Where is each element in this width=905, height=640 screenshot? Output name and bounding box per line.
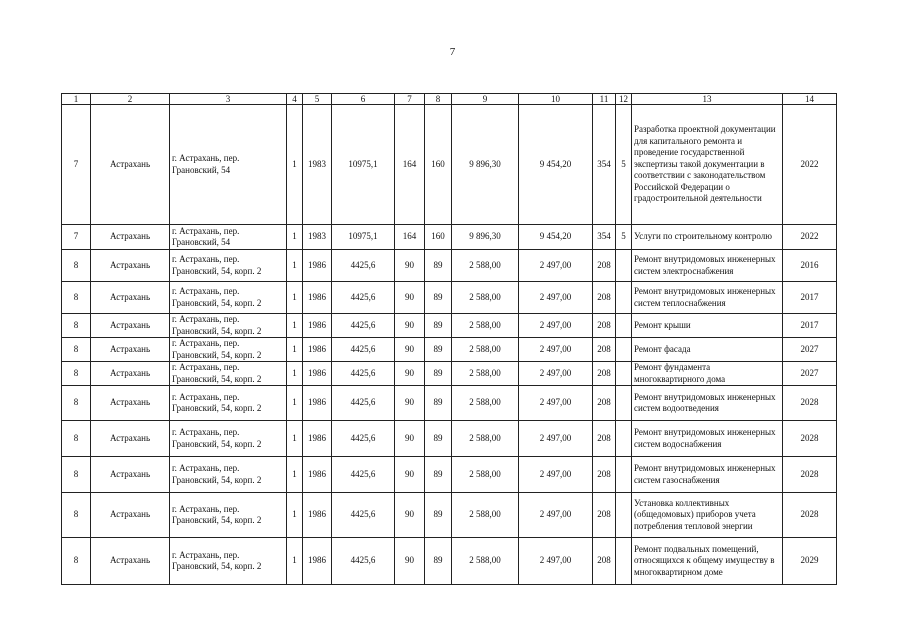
cell-buildings: 1	[287, 457, 303, 493]
cell-apartments: 90	[395, 493, 425, 538]
cell-item-number: 8	[62, 282, 91, 314]
cell-work-type: Услуги по строительному контролю	[632, 225, 783, 250]
cell-residential: 89	[425, 314, 452, 338]
cell-item-number: 8	[62, 338, 91, 362]
cell-address: г. Астрахань, пер. Грановский, 54, корп. 2	[170, 538, 287, 585]
column-number-row	[62, 94, 837, 105]
cell-apartments: 90	[395, 250, 425, 282]
cell-address: г. Астрахань, пер. Грановский, 54, корп. 2	[170, 314, 287, 338]
cell-area: 4425,6	[332, 314, 395, 338]
cell-residents: 208	[593, 338, 616, 362]
column-header: 4	[287, 94, 303, 105]
cell-area-total: 2 588,00	[452, 493, 519, 538]
cell-floors	[616, 538, 632, 585]
column-header: 8	[425, 94, 452, 105]
cell-address: г. Астрахань, пер. Грановский, 54, корп. 2	[170, 282, 287, 314]
cell-area-residential: 2 497,00	[519, 538, 593, 585]
cell-buildings: 1	[287, 362, 303, 386]
cell-apartments: 90	[395, 282, 425, 314]
cell-area-residential: 2 497,00	[519, 338, 593, 362]
cell-work-type: Ремонт внутридомовых инженерных систем теплоснабжения	[632, 282, 783, 314]
cell-residential: 89	[425, 250, 452, 282]
cell-area-residential: 9 454,20	[519, 225, 593, 250]
cell-year: 1986	[303, 362, 332, 386]
cell-area-total: 2 588,00	[452, 421, 519, 457]
cell-apartments: 164	[395, 105, 425, 225]
table-row	[62, 457, 837, 493]
cell-buildings: 1	[287, 282, 303, 314]
cell-area: 4425,6	[332, 362, 395, 386]
cell-year: 1986	[303, 386, 332, 421]
cell-area-total: 9 896,30	[452, 225, 519, 250]
cell-municipality: Астрахань	[91, 105, 170, 225]
cell-area: 4425,6	[332, 282, 395, 314]
cell-item-number: 8	[62, 538, 91, 585]
cell-plan-year: 2027	[783, 362, 837, 386]
cell-floors	[616, 493, 632, 538]
cell-year: 1986	[303, 338, 332, 362]
cell-municipality: Астрахань	[91, 282, 170, 314]
cell-apartments: 90	[395, 457, 425, 493]
cell-residential: 160	[425, 105, 452, 225]
cell-plan-year: 2016	[783, 250, 837, 282]
cell-year: 1986	[303, 457, 332, 493]
cell-plan-year: 2029	[783, 538, 837, 585]
cell-item-number: 8	[62, 362, 91, 386]
cell-residential: 89	[425, 493, 452, 538]
cell-plan-year: 2022	[783, 105, 837, 225]
table-row	[62, 225, 837, 250]
cell-work-type: Ремонт фундамента многоквартирного дома	[632, 362, 783, 386]
page-number: 7	[449, 46, 456, 58]
cell-address: г. Астрахань, пер. Грановский, 54	[170, 105, 287, 225]
cell-item-number: 8	[62, 493, 91, 538]
cell-residential: 89	[425, 457, 452, 493]
cell-plan-year: 2028	[783, 386, 837, 421]
cell-residential: 160	[425, 225, 452, 250]
cell-address: г. Астрахань, пер. Грановский, 54	[170, 225, 287, 250]
cell-plan-year: 2022	[783, 225, 837, 250]
table-row	[62, 386, 837, 421]
cell-year: 1986	[303, 250, 332, 282]
cell-area-total: 2 588,00	[452, 386, 519, 421]
cell-work-type: Ремонт внутридомовых инженерных систем водоотведения	[632, 386, 783, 421]
column-header: 14	[783, 94, 837, 105]
cell-area-total: 2 588,00	[452, 314, 519, 338]
cell-year: 1986	[303, 493, 332, 538]
cell-area-residential: 2 497,00	[519, 362, 593, 386]
cell-work-type: Ремонт внутридомовых инженерных систем газоснабжения	[632, 457, 783, 493]
table-row	[62, 338, 837, 362]
cell-area-total: 9 896,30	[452, 105, 519, 225]
cell-residents: 208	[593, 250, 616, 282]
cell-plan-year: 2028	[783, 457, 837, 493]
cell-year: 1986	[303, 421, 332, 457]
cell-residential: 89	[425, 338, 452, 362]
cell-municipality: Астрахань	[91, 538, 170, 585]
cell-address: г. Астрахань, пер. Грановский, 54, корп. 2	[170, 338, 287, 362]
cell-area: 4425,6	[332, 421, 395, 457]
cell-year: 1986	[303, 282, 332, 314]
cell-area-residential: 2 497,00	[519, 457, 593, 493]
cell-address: г. Астрахань, пер. Грановский, 54, корп. 2	[170, 421, 287, 457]
cell-plan-year: 2017	[783, 282, 837, 314]
table-row	[62, 493, 837, 538]
column-header: 9	[452, 94, 519, 105]
cell-floors	[616, 338, 632, 362]
cell-municipality: Астрахань	[91, 314, 170, 338]
cell-municipality: Астрахань	[91, 493, 170, 538]
cell-residents: 208	[593, 421, 616, 457]
cell-work-type: Ремонт внутридомовых инженерных систем водоснабжения	[632, 421, 783, 457]
cell-residents: 208	[593, 493, 616, 538]
cell-buildings: 1	[287, 225, 303, 250]
cell-floors	[616, 362, 632, 386]
cell-item-number: 7	[62, 225, 91, 250]
cell-area-total: 2 588,00	[452, 362, 519, 386]
table-row	[62, 250, 837, 282]
table-row	[62, 538, 837, 585]
cell-buildings: 1	[287, 421, 303, 457]
column-header: 7	[395, 94, 425, 105]
table-row	[62, 421, 837, 457]
cell-residents: 354	[593, 105, 616, 225]
cell-residential: 89	[425, 538, 452, 585]
cell-floors: 5	[616, 105, 632, 225]
cell-floors	[616, 457, 632, 493]
table-row	[62, 282, 837, 314]
cell-municipality: Астрахань	[91, 250, 170, 282]
cell-residents: 208	[593, 386, 616, 421]
cell-floors: 5	[616, 225, 632, 250]
cell-floors	[616, 282, 632, 314]
cell-area-total: 2 588,00	[452, 282, 519, 314]
cell-area-total: 2 588,00	[452, 538, 519, 585]
cell-residential: 89	[425, 386, 452, 421]
column-header: 13	[632, 94, 783, 105]
cell-residential: 89	[425, 362, 452, 386]
cell-area-total: 2 588,00	[452, 250, 519, 282]
cell-area-residential: 9 454,20	[519, 105, 593, 225]
cell-area: 4425,6	[332, 386, 395, 421]
column-header: 12	[616, 94, 632, 105]
cell-plan-year: 2017	[783, 314, 837, 338]
cell-municipality: Астрахань	[91, 386, 170, 421]
cell-address: г. Астрахань, пер. Грановский, 54, корп. 2	[170, 386, 287, 421]
cell-item-number: 8	[62, 386, 91, 421]
cell-item-number: 7	[62, 105, 91, 225]
cell-residents: 208	[593, 282, 616, 314]
cell-address: г. Астрахань, пер. Грановский, 54, корп. 2	[170, 493, 287, 538]
cell-area-total: 2 588,00	[452, 338, 519, 362]
cell-work-type: Ремонт крыши	[632, 314, 783, 338]
cell-address: г. Астрахань, пер. Грановский, 54, корп. 2	[170, 457, 287, 493]
cell-municipality: Астрахань	[91, 421, 170, 457]
cell-address: г. Астрахань, пер. Грановский, 54, корп. 2	[170, 362, 287, 386]
cell-area-residential: 2 497,00	[519, 250, 593, 282]
cell-area: 10975,1	[332, 225, 395, 250]
cell-apartments: 90	[395, 338, 425, 362]
cell-residents: 208	[593, 314, 616, 338]
cell-area: 4425,6	[332, 250, 395, 282]
cell-apartments: 164	[395, 225, 425, 250]
column-header: 3	[170, 94, 287, 105]
cell-item-number: 8	[62, 421, 91, 457]
column-header: 5	[303, 94, 332, 105]
cell-item-number: 8	[62, 314, 91, 338]
cell-year: 1986	[303, 314, 332, 338]
cell-buildings: 1	[287, 538, 303, 585]
cell-municipality: Астрахань	[91, 225, 170, 250]
cell-buildings: 1	[287, 386, 303, 421]
cell-area: 4425,6	[332, 338, 395, 362]
table-row	[62, 105, 837, 225]
cell-residential: 89	[425, 282, 452, 314]
cell-residents: 208	[593, 457, 616, 493]
cell-area-residential: 2 497,00	[519, 493, 593, 538]
cell-buildings: 1	[287, 250, 303, 282]
cell-area: 4425,6	[332, 457, 395, 493]
cell-floors	[616, 250, 632, 282]
cell-address: г. Астрахань, пер. Грановский, 54, корп. 2	[170, 250, 287, 282]
cell-apartments: 90	[395, 362, 425, 386]
cell-floors	[616, 386, 632, 421]
cell-work-type: Ремонт внутридомовых инженерных систем электроснабжения	[632, 250, 783, 282]
cell-residents: 354	[593, 225, 616, 250]
cell-buildings: 1	[287, 314, 303, 338]
cell-area-total: 2 588,00	[452, 457, 519, 493]
cell-buildings: 1	[287, 493, 303, 538]
column-header: 11	[593, 94, 616, 105]
column-header: 1	[62, 94, 91, 105]
cell-residential: 89	[425, 421, 452, 457]
cell-item-number: 8	[62, 250, 91, 282]
cell-area-residential: 2 497,00	[519, 282, 593, 314]
cell-floors	[616, 314, 632, 338]
cell-area: 10975,1	[332, 105, 395, 225]
cell-municipality: Астрахань	[91, 338, 170, 362]
cell-plan-year: 2028	[783, 493, 837, 538]
cell-year: 1983	[303, 225, 332, 250]
cell-area-residential: 2 497,00	[519, 314, 593, 338]
cell-plan-year: 2028	[783, 421, 837, 457]
cell-apartments: 90	[395, 314, 425, 338]
column-header: 6	[332, 94, 395, 105]
cell-work-type: Установка коллективных (общедомовых) приборов учета потребления тепловой энергии	[632, 493, 783, 538]
cell-residents: 208	[593, 538, 616, 585]
cell-area-residential: 2 497,00	[519, 421, 593, 457]
cell-buildings: 1	[287, 105, 303, 225]
column-header: 2	[91, 94, 170, 105]
capital-repair-table	[61, 93, 837, 585]
cell-municipality: Астрахань	[91, 457, 170, 493]
cell-area: 4425,6	[332, 493, 395, 538]
cell-floors	[616, 421, 632, 457]
cell-apartments: 90	[395, 386, 425, 421]
cell-work-type: Ремонт подвальных помещений, относящихся к общему имуществу в многоквартирном доме	[632, 538, 783, 585]
cell-work-type: Ремонт фасада	[632, 338, 783, 362]
cell-year: 1986	[303, 538, 332, 585]
cell-residents: 208	[593, 362, 616, 386]
cell-item-number: 8	[62, 457, 91, 493]
cell-buildings: 1	[287, 338, 303, 362]
cell-apartments: 90	[395, 538, 425, 585]
column-header: 10	[519, 94, 593, 105]
cell-area: 4425,6	[332, 538, 395, 585]
cell-plan-year: 2027	[783, 338, 837, 362]
table-row	[62, 314, 837, 338]
table-row	[62, 362, 837, 386]
cell-municipality: Астрахань	[91, 362, 170, 386]
cell-apartments: 90	[395, 421, 425, 457]
cell-area-residential: 2 497,00	[519, 386, 593, 421]
cell-work-type: Разработка проектной документации для капитального ремонта и проведение государственной экспертизы такой документации в соответствии с законодательством Российской Федерации о градостроительной деятельности	[632, 105, 783, 225]
cell-year: 1983	[303, 105, 332, 225]
